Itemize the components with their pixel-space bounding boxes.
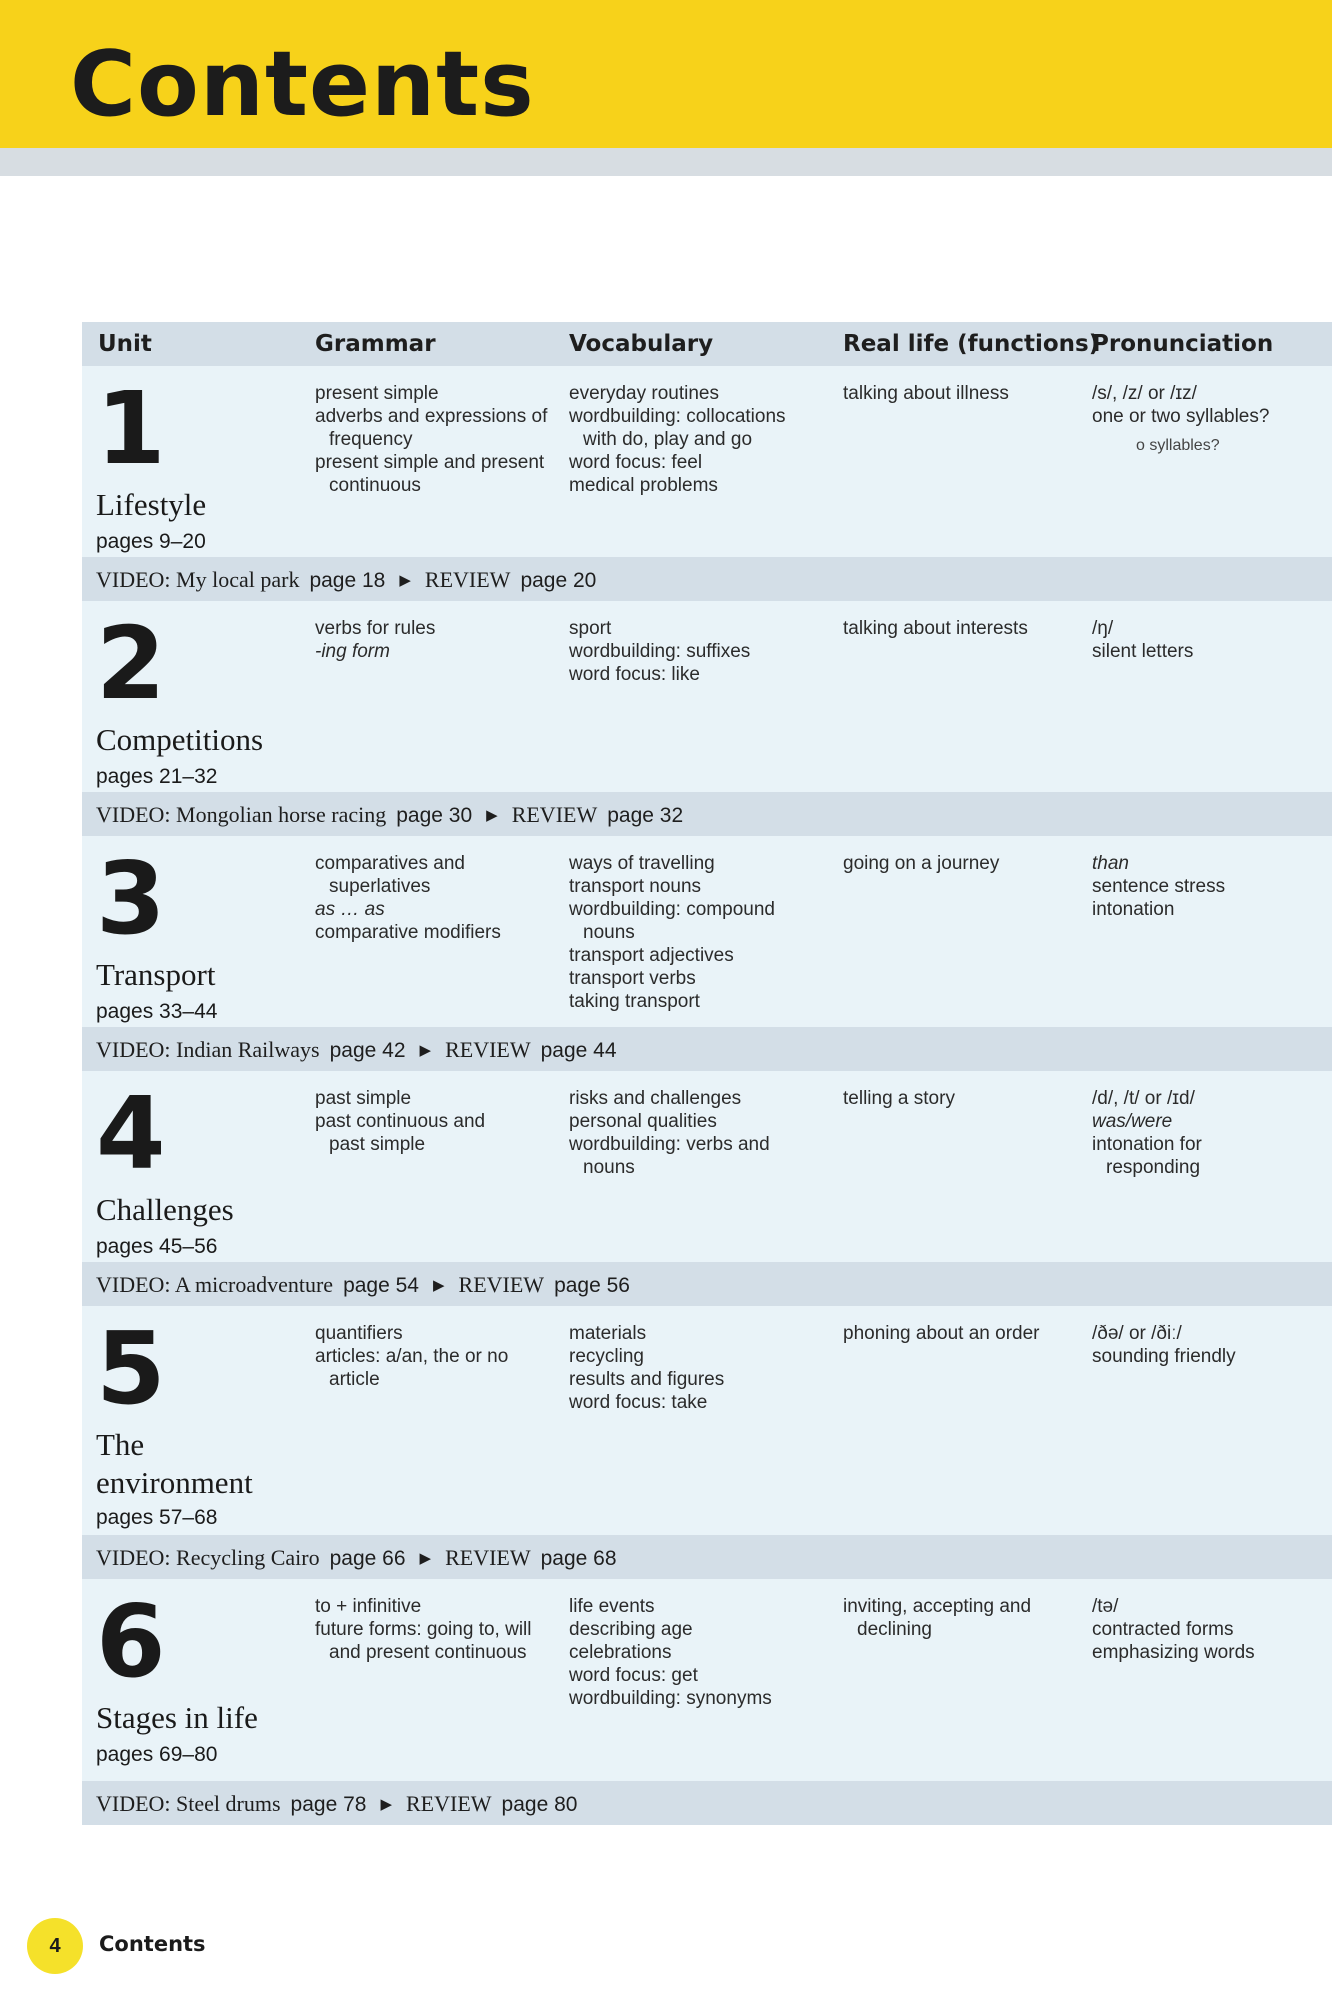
review-page: page 20 — [520, 569, 597, 592]
unit-title: Stages in life — [96, 1700, 258, 1735]
vocabulary-cell — [569, 1322, 819, 1414]
unit-pages: pages 33–44 — [96, 1000, 218, 1023]
real-life-item: inviting, accepting and — [843, 1596, 1032, 1617]
vocabulary-item: celebrations — [569, 1642, 672, 1663]
video-page: page 54 — [343, 1274, 419, 1297]
grammar-item: past continuous and — [315, 1111, 486, 1132]
col-header-grammar: Grammar — [315, 331, 436, 357]
col-header-pronunciation: Pronunciation — [1092, 331, 1274, 357]
col-header-real-life: Real life (functions) — [843, 331, 1100, 357]
vocabulary-cell — [569, 382, 819, 497]
vocabulary-cell — [569, 617, 819, 686]
vocabulary-cell — [569, 1595, 819, 1710]
vocabulary-item: materials — [569, 1323, 647, 1344]
vocabulary-item: word focus: like — [569, 664, 700, 685]
grammar-item: articles: a/an, the or no — [315, 1346, 509, 1367]
vocabulary-item: medical problems — [569, 475, 718, 496]
unit-number: 6 — [96, 1583, 166, 1700]
grammar-item: future forms: going to, will — [315, 1619, 532, 1640]
unit-title: Competitions — [96, 722, 264, 757]
unit-number: 3 — [96, 840, 166, 957]
review-page: page 80 — [501, 1793, 578, 1816]
vocabulary-item: everyday routines — [569, 383, 719, 404]
pronunciation-cell — [1092, 1322, 1327, 1368]
pronunciation-item: /d/, /t/ or /ɪd/ — [1092, 1088, 1195, 1109]
vocabulary-item: recycling — [569, 1346, 644, 1367]
unit-pages: pages 9–20 — [96, 530, 206, 553]
unit-row — [82, 601, 1332, 792]
unit-number: 4 — [96, 1075, 166, 1192]
unit-pages: pages 57–68 — [96, 1506, 218, 1529]
grammar-item: past simple — [329, 1134, 426, 1155]
real-life-cell — [843, 382, 1073, 405]
video-review-bar — [82, 557, 1332, 601]
grammar-item: continuous — [329, 475, 421, 496]
real-life-item: telling a story — [843, 1088, 955, 1109]
review-label: REVIEW — [511, 802, 598, 827]
page-title: Contents — [70, 32, 535, 137]
pronunciation-item: emphasizing words — [1092, 1642, 1255, 1663]
real-life-item: phoning about an order — [843, 1323, 1040, 1344]
pronunciation-item: intonation — [1092, 899, 1175, 920]
video-review-bar — [82, 1781, 1332, 1825]
grammar-item: to + infinitive — [315, 1596, 422, 1617]
pronunciation-item: intonation for — [1092, 1134, 1202, 1155]
pronunciation-item: one or two syllables? — [1092, 406, 1270, 427]
grammar-item: adverbs and expressions of — [315, 406, 548, 427]
grammar-item: superlatives — [329, 876, 431, 897]
vocabulary-item: with do, play and go — [583, 429, 753, 450]
real-life-cell — [843, 1322, 1073, 1345]
play-arrow-icon: ▶ — [419, 1550, 432, 1567]
real-life-cell — [843, 617, 1073, 640]
grammar-cell — [315, 617, 555, 663]
pronunciation-item: sounding friendly — [1092, 1346, 1236, 1367]
pronunciation-item: than — [1092, 853, 1129, 874]
real-life-item: talking about illness — [843, 383, 1009, 404]
vocabulary-cell — [569, 852, 819, 1013]
video-page: page 78 — [290, 1793, 367, 1816]
grammar-item: verbs for rules — [315, 618, 436, 639]
pronunciation-cell — [1092, 382, 1327, 457]
unit-pages: pages 21–32 — [96, 765, 218, 788]
real-life-item: talking about interests — [843, 618, 1028, 639]
review-page: page 68 — [540, 1547, 617, 1570]
video-title: VIDEO: Mongolian horse racing — [96, 802, 387, 827]
video-review-bar — [82, 1262, 1332, 1306]
play-arrow-icon: ▶ — [380, 1796, 392, 1813]
vocabulary-item: life events — [569, 1596, 655, 1617]
review-page: page 32 — [607, 804, 684, 827]
review-label: REVIEW — [445, 1037, 531, 1062]
pronunciation-cell — [1092, 852, 1327, 921]
vocabulary-item: results and figures — [569, 1369, 725, 1390]
review-label: REVIEW — [445, 1545, 531, 1570]
video-title: VIDEO: Indian Railways — [96, 1037, 320, 1062]
unit-pages: pages 69–80 — [96, 1743, 218, 1766]
video-page: page 18 — [309, 569, 386, 592]
unit-row — [82, 1306, 1332, 1535]
grammar-item: as … as — [315, 899, 385, 920]
unit-title: The environment — [96, 1427, 253, 1500]
grammar-cell — [315, 1595, 555, 1664]
pronunciation-item: /s/, /z/ or /ɪz/ — [1092, 383, 1197, 404]
grammar-item: present simple and present — [315, 452, 545, 473]
unit-number: 5 — [96, 1310, 166, 1427]
unit-pages: pages 45–56 — [96, 1235, 218, 1258]
video-title: VIDEO: A microadventure — [96, 1272, 334, 1297]
grammar-item: -ing form — [315, 641, 390, 662]
vocabulary-item: word focus: get — [569, 1665, 698, 1686]
pronunciation-item: /ŋ/ — [1092, 618, 1114, 639]
unit-row — [82, 836, 1332, 1027]
grammar-item: quantifiers — [315, 1323, 403, 1344]
pronunciation-item: /ðə/ or /ðiː/ — [1092, 1323, 1182, 1344]
play-arrow-icon: ▶ — [399, 572, 411, 589]
footer-label: Contents — [99, 1932, 206, 1956]
vocabulary-cell — [569, 1087, 819, 1179]
vocabulary-item: taking transport — [569, 991, 700, 1012]
pronunciation-item: contracted forms — [1092, 1619, 1234, 1640]
pronunciation-note: o syllables? — [1136, 437, 1220, 454]
video-review-bar — [82, 1535, 1332, 1579]
vocabulary-item: sport — [569, 618, 612, 639]
contents-table — [82, 322, 1332, 1825]
col-header-unit: Unit — [98, 331, 152, 357]
unit-title: Lifestyle — [96, 487, 207, 522]
pronunciation-item: sentence stress — [1092, 876, 1226, 897]
real-life-cell — [843, 1595, 1073, 1641]
real-life-item: declining — [857, 1619, 932, 1640]
vocabulary-item: risks and challenges — [569, 1088, 742, 1109]
play-arrow-icon: ▶ — [432, 1277, 445, 1294]
play-arrow-icon: ▶ — [419, 1042, 432, 1059]
pronunciation-item: /tə/ — [1092, 1596, 1119, 1617]
pronunciation-cell — [1092, 1087, 1327, 1179]
vocabulary-item: nouns — [583, 922, 635, 943]
vocabulary-item: wordbuilding: collocations — [569, 406, 786, 427]
vocabulary-item: nouns — [583, 1157, 635, 1178]
grammar-item: article — [329, 1369, 380, 1390]
vocabulary-item: word focus: take — [569, 1392, 708, 1413]
vocabulary-item: wordbuilding: verbs and — [569, 1134, 770, 1155]
grammar-item: comparatives and — [315, 853, 465, 874]
unit-number: 1 — [96, 370, 166, 487]
video-review-bar — [82, 792, 1332, 836]
grammar-cell — [315, 852, 555, 944]
real-life-item: going on a journey — [843, 853, 1000, 874]
vocabulary-item: wordbuilding: compound — [569, 899, 775, 920]
review-label: REVIEW — [424, 567, 511, 592]
video-page: page 66 — [329, 1547, 406, 1570]
video-title: VIDEO: Steel drums — [96, 1791, 281, 1816]
review-label: REVIEW — [458, 1272, 545, 1297]
unit-title: Challenges — [96, 1192, 234, 1227]
pronunciation-cell — [1092, 1595, 1327, 1664]
review-page: page 56 — [554, 1274, 630, 1297]
pronunciation-item: silent letters — [1092, 641, 1194, 662]
unit-title: Transport — [96, 957, 216, 992]
real-life-cell — [843, 1087, 1073, 1110]
grammar-item: past simple — [315, 1088, 412, 1109]
grammar-cell — [315, 382, 555, 497]
video-page: page 30 — [396, 804, 473, 827]
vocabulary-item: word focus: feel — [569, 452, 703, 473]
review-label: REVIEW — [406, 1791, 492, 1816]
real-life-cell — [843, 852, 1073, 875]
vocabulary-item: transport adjectives — [569, 945, 734, 966]
unit-number: 2 — [96, 605, 166, 722]
vocabulary-item: transport nouns — [569, 876, 702, 897]
unit-row — [82, 1071, 1332, 1262]
review-page: page 44 — [540, 1039, 617, 1062]
header-stripe — [0, 148, 1332, 176]
header-band — [0, 0, 1332, 148]
col-header-vocabulary: Vocabulary — [569, 331, 714, 357]
vocabulary-item: ways of travelling — [569, 853, 715, 874]
video-title: VIDEO: Recycling Cairo — [96, 1545, 320, 1570]
grammar-item: frequency — [329, 429, 413, 450]
vocabulary-item: wordbuilding: suffixes — [569, 641, 751, 662]
vocabulary-item: describing age — [569, 1619, 693, 1640]
pronunciation-cell — [1092, 617, 1327, 663]
table-header — [82, 322, 1332, 366]
video-title: VIDEO: My local park — [96, 567, 300, 592]
play-arrow-icon: ▶ — [486, 807, 498, 824]
grammar-item: and present continuous — [329, 1642, 527, 1663]
video-page: page 42 — [329, 1039, 406, 1062]
grammar-item: present simple — [315, 383, 439, 404]
grammar-cell — [315, 1087, 555, 1156]
vocabulary-item: wordbuilding: synonyms — [569, 1688, 772, 1709]
vocabulary-item: transport verbs — [569, 968, 696, 989]
unit-row — [82, 366, 1332, 557]
video-review-bar — [82, 1027, 1332, 1071]
unit-row — [82, 1579, 1332, 1781]
grammar-cell — [315, 1322, 555, 1391]
grammar-item: comparative modifiers — [315, 922, 501, 943]
page-number-badge: 4 — [27, 1918, 83, 1974]
vocabulary-item: personal qualities — [569, 1111, 717, 1132]
pronunciation-item: was/were — [1092, 1111, 1173, 1132]
pronunciation-item: responding — [1106, 1157, 1201, 1178]
